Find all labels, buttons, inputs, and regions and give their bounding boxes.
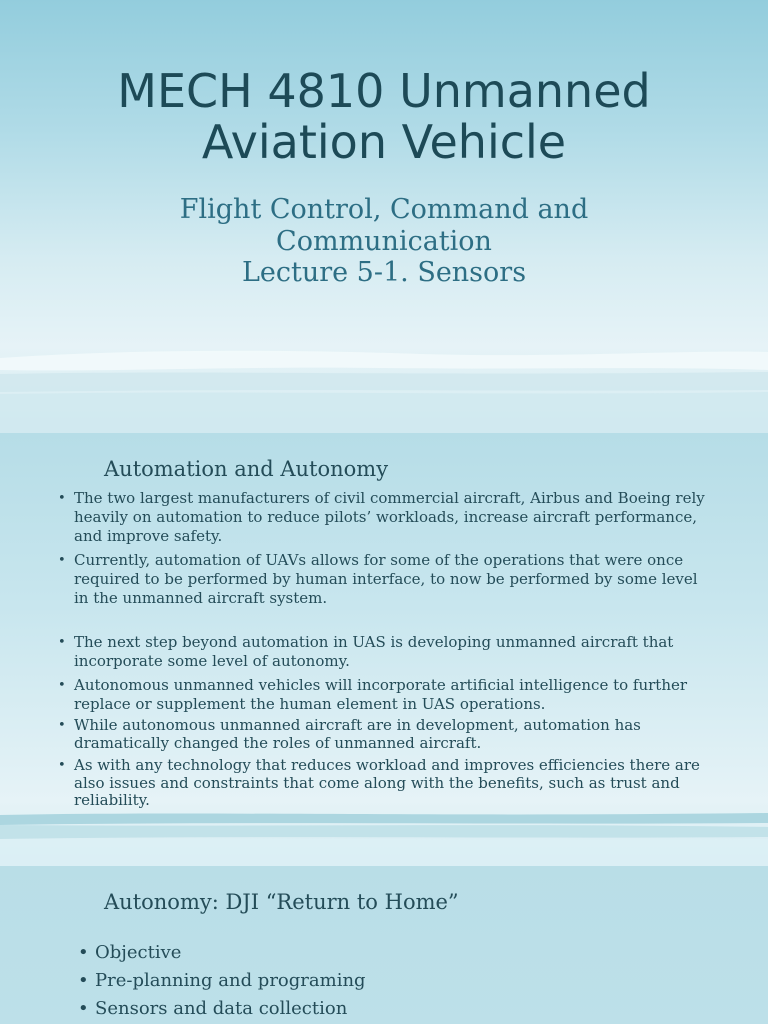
list-item-text: Sensors and data collection [95,998,348,1019]
list-item [58,757,708,810]
list-item [58,489,708,546]
list-item-text: Pre-planning and programing [95,970,366,991]
decorative-wave [0,330,768,433]
slide-subtitle [0,194,768,289]
bullet-list [78,939,366,1023]
autonomy-dji-slide [0,866,768,1024]
slide-subtitle-line: Lecture 5-1. Sensors [241,257,527,288]
bullet-dot-icon: • [78,970,89,991]
list-item-text: As with any technology that reduces workload and improves efficiencies there are also issues and constraints that come along with the benefits, such as trust and reliability. [74,756,700,809]
bullet-dot-icon: • [58,678,66,693]
bullet-list [58,489,708,608]
bullet-dot-icon: • [58,491,66,506]
slide-subtitle-line: Communication [276,225,492,257]
bullet-dot-icon: • [58,718,66,733]
bullet-dot-icon: • [58,635,66,650]
list-item-text: The two largest manufacturers of civil commercial aircraft, Airbus and Boeing rely heavily on automation to reduce pilots’ workloads, increase aircraft performance, and improve safety. [74,489,705,545]
list-item-text: Objective [95,942,182,963]
bullet-dot-icon: • [78,998,89,1019]
list-item-text: The next step beyond automation in UAS is developing unmanned aircraft that incorporate some level of autonomy. [74,633,674,670]
automation-slide [0,433,768,866]
list-item-text: While autonomous unmanned aircraft are in development, automation has dramatically changed the roles of unmanned aircraft. [74,716,641,752]
list-item [78,995,366,1023]
bullet-dot-icon: • [78,942,89,963]
list-item [58,676,708,714]
decorative-wave [0,805,768,866]
list-item [58,633,708,671]
list-item [78,939,366,967]
list-item [58,717,708,752]
title-slide [0,0,768,433]
bullet-list [58,717,708,810]
bullet-dot-icon: • [58,758,66,773]
section-heading: Autonomy: DJI “Return to Home” [104,890,459,914]
section-heading: Automation and Autonomy [104,457,389,481]
list-item-text: Autonomous unmanned vehicles will incorporate artificial intelligence to further replace or supplement the human element in UAS operations. [74,676,688,713]
slide-title-line: MECH 4810 Unmanned [117,64,651,118]
slide-title-line: Aviation Vehicle [201,115,567,169]
bullet-dot-icon: • [58,553,66,568]
list-item-text: Currently, automation of UAVs allows for some of the operations that were once required to be performed by human interface, to now be performed by some level in the unmanned aircraft system. [74,551,698,607]
list-item [58,551,708,608]
list-item [78,967,366,995]
slide-title [0,66,768,168]
bullet-list [58,633,708,714]
slide-subtitle-line: Flight Control, Command and [179,194,589,225]
